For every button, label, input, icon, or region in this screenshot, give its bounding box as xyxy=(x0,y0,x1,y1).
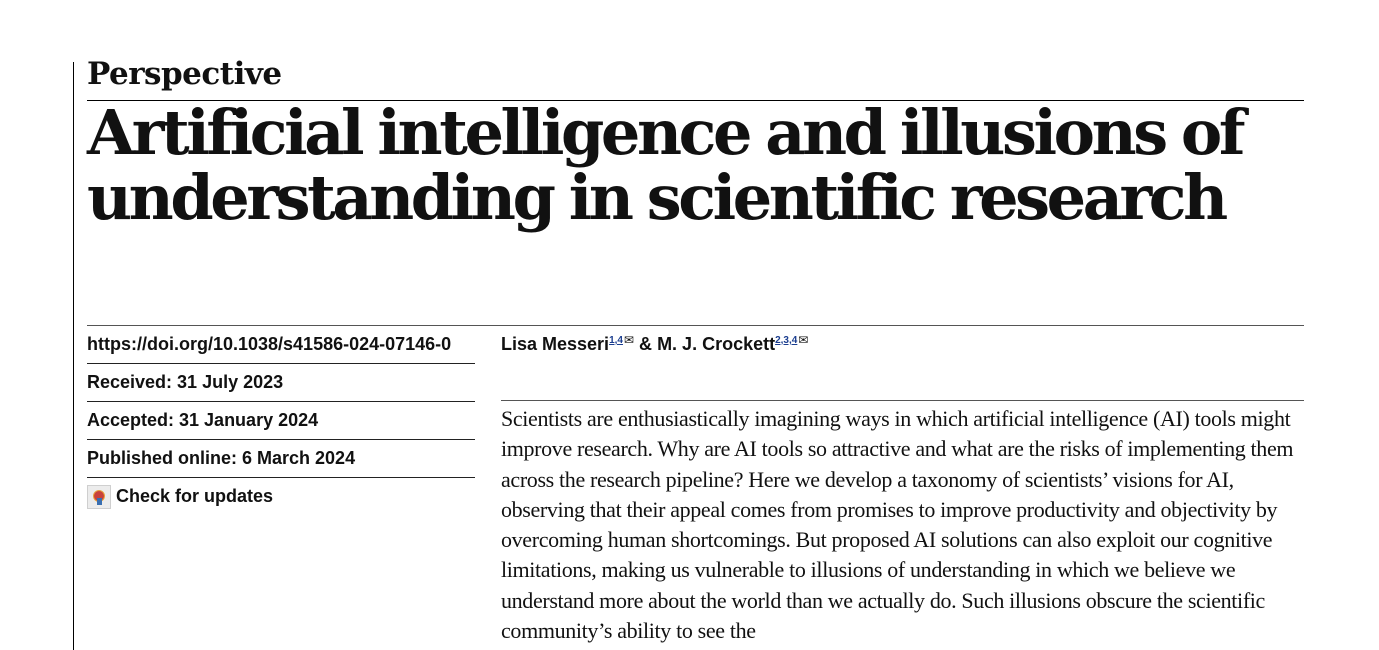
article-type-label: Perspective xyxy=(87,56,282,92)
publication-metadata xyxy=(87,326,475,515)
doi-link[interactable]: https://doi.org/10.1038/s41586-024-07146-0 xyxy=(87,326,475,364)
check-for-updates-button[interactable] xyxy=(87,478,475,515)
author-separator: & xyxy=(639,334,653,354)
envelope-icon[interactable]: ✉ xyxy=(623,333,635,347)
author-affiliation-link[interactable]: 2,3,4 xyxy=(775,335,798,346)
published-date: Published online: 6 March 2024 xyxy=(87,440,475,478)
abstract-divider xyxy=(501,400,1304,401)
author-affiliation-link[interactable]: 1,4 xyxy=(609,335,623,346)
accepted-date: Accepted: 31 January 2024 xyxy=(87,402,475,440)
author-name[interactable]: M. J. Crockett xyxy=(657,334,776,354)
author-list xyxy=(501,326,808,363)
check-for-updates-label: Check for updates xyxy=(116,486,274,506)
received-date: Received: 31 July 2023 xyxy=(87,364,475,402)
envelope-icon[interactable]: ✉ xyxy=(798,333,809,347)
check-for-updates-icon xyxy=(87,485,111,509)
author-name[interactable]: Lisa Messeri xyxy=(501,334,610,354)
article-title: Artificial intelligence and illusions of understanding in scientific research xyxy=(87,96,1243,234)
left-margin-rule xyxy=(73,62,74,650)
abstract-text: Scientists are enthusiastically imagining ways in which artificial intelligence (AI) tools might improve research. Why are AI tools so attractive and what are the risks of implementing them across the research pipeline? Here we develop a taxonomy of scientists’ visions for AI, observing that their appeal comes from promises to improve productivity and objectivity by overcoming human shortcomings. But proposed AI solutions can also exploit our cognitive limitations, making us vulnerable to illusions of understanding in which we believe we understand more about the world than we actually do. Such illusions obscure the scientific community’s ability to see the xyxy=(501,406,1294,644)
